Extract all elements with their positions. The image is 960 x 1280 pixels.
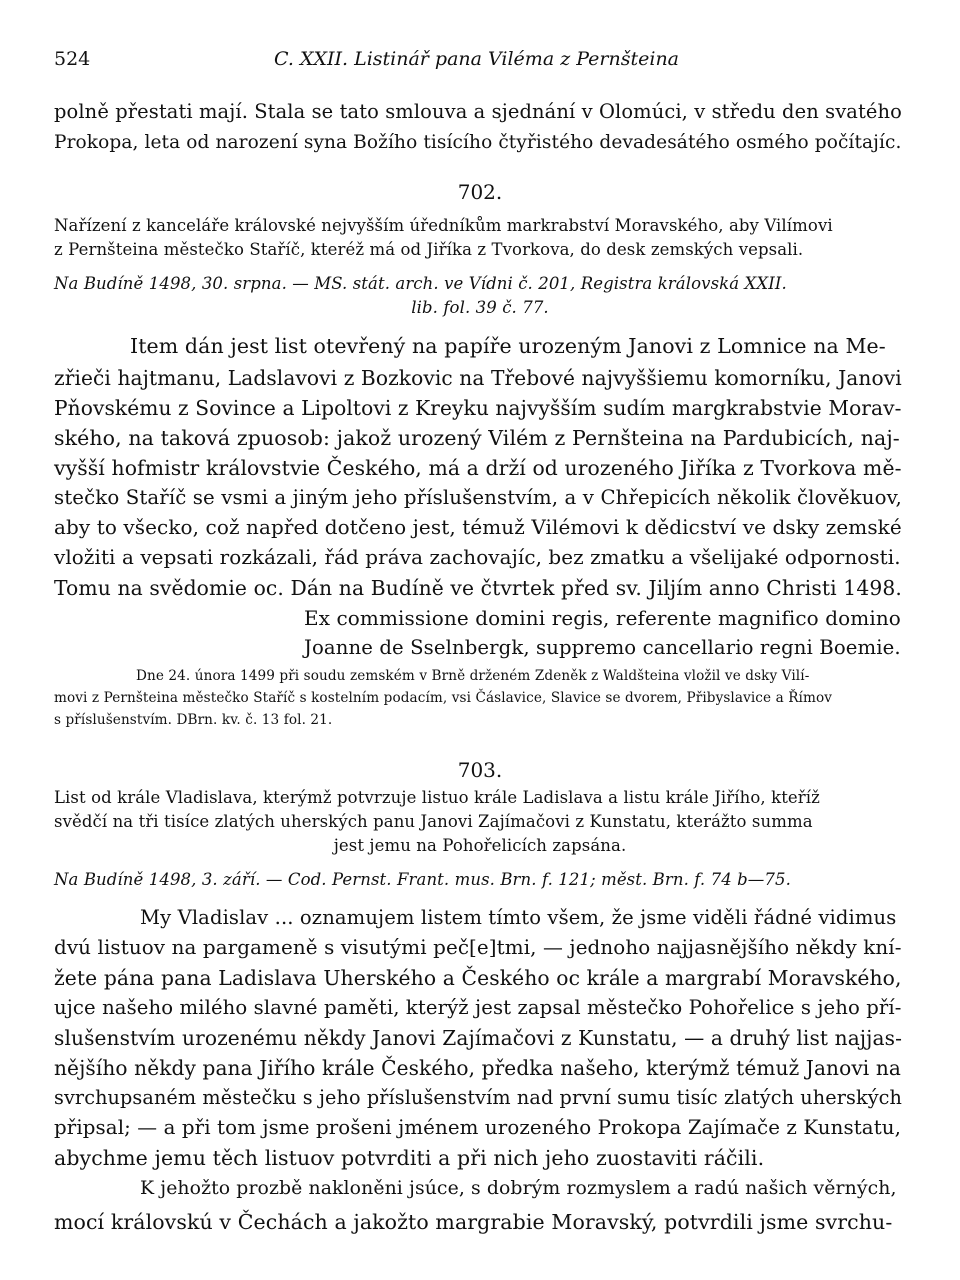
source-citation: lib. fol. 39 č. 77. (411, 298, 549, 317)
body-line: Tomu na svědomie oc. Dán na Budíně ve čtvrtek před sv. Jiljím anno Christi 1498. (54, 576, 902, 600)
body-line: abychme jemu těch listuov potvrditi a při nich jeho zuostaviti ráčili. (54, 1146, 765, 1170)
body-line: zřieči hajtmanu, Ladslavovi z Bozkovic na Třebové najvyššiemu komorníku, Janovi (54, 366, 902, 390)
body-line: Pňovskému z Sovince a Lipoltovi z Kreyku najvyšším sudím margkrabstvie Morav- (54, 396, 902, 420)
body-line: nějšího někdy pana Jiřího krále Českého, předka našeho, kterýmž témuž Janovi na (54, 1056, 901, 1080)
commission-line: Joanne de Sselnbergk, suppremo cancellario regni Boemie. (304, 636, 901, 659)
commission-line: Ex commissione domini regis, referente magnifico domino (304, 606, 901, 630)
body-line: My Vladislav ... oznamujem listem tímto všem, že jsme viděli řádné vidimus (140, 906, 897, 929)
body-line: svrchupsaném městečku s jeho příslušenstvím nad první sumu tisíc zlatých uherských (54, 1086, 903, 1109)
body-line: mocí královskú v Čechách a jakožto margrabie Moravský, potvrdili jsme svrchu- (54, 1210, 893, 1234)
regest-summary: List od krále Vladislava, kterýmž potvrzuje listuo krále Ladislava a listu krále Jiřího, kteříž (54, 788, 820, 807)
page-header (54, 48, 896, 78)
body-line: ujce našeho milého slavné paměti, kterýž jest zapsal městečko Pohořelice s jeho pří- (54, 996, 902, 1019)
footnote-line: movi z Pernšteina městečko Staříč s kostelním podacím, vsi Čáslavice, Slavice se dvorem, Přibyslavice a Římov (54, 690, 833, 706)
body-line: žete pána pana Ladislava Uherského a Českého oc krále a margrabí Moravského, (54, 966, 902, 990)
regest-summary: svědčí na tři tisíce zlatých uherských panu Janovi Zajímačovi z Kunstatu, kterážto summa (54, 812, 813, 831)
body-line: slušenstvím urozenému někdy Janovi Zajímačovi z Kunstatu, — a druhý list najjas- (54, 1026, 902, 1050)
body-line: K jehožto prozbě nakloněni jsúce, s dobrým rozmyslem a radú našich věrných, (140, 1178, 897, 1199)
body-line: dvú listuov na pargameně s visutými peč[e]tmi, — jednoho najjasnějšího někdy kní- (54, 936, 902, 959)
footnote-line: s příslušenstvím. DBrn. kv. č. 13 fol. 21. (54, 712, 333, 728)
body-line: vložiti a vepsati rozkázali, řád práva zachovajíc, bez zmatku a všelijaké odpornosti. (54, 546, 901, 569)
running-title: C. XXII. Listinář pana Viléma z Pernšteina (274, 48, 680, 70)
body-line: aby to všecko, což napřed dotčeno jest, témuž Vilémovi k dědicství ve dsky zemské (54, 515, 902, 539)
regest-summary: jest jemu na Pohořelicích zapsána. (333, 836, 627, 855)
intro-line: Prokopa, leta od narození syna Božího tisícího čtyřistého devadesátého osmého počítajíc. (54, 132, 902, 153)
body-line: stečko Staříč se vsmi a jiným jeho příslušenstvím, a v Chřepicích několik člověkuov, (54, 486, 902, 509)
body-line: ského, na taková zpuosob: jakož urozený Vilém z Pernšteina na Pardubicích, naj- (54, 426, 900, 450)
document-number: 703. (457, 758, 503, 782)
document-number: 702. (457, 180, 503, 204)
source-citation: Na Budíně 1498, 30. srpna. — MS. stát. arch. ve Vídni č. 201, Registra královská XXII. (54, 274, 787, 293)
regest-summary: z Pernšteina městečko Staříč, kteréž má od Jiříka z Tvorkova, do desk zemských vepsali. (54, 240, 804, 259)
body-line: připsal; — a při tom jsme prošeni jménem urozeného Prokopa Zajímače z Kunstatu, (54, 1116, 902, 1139)
footnote-line: Dne 24. února 1499 při soudu zemském v Brně drženém Zdeněk z Waldšteina vložil ve dsky Vilí- (136, 668, 810, 684)
body-line: vyšší hofmistr královstvie Českého, má a drží od urozeného Jiříka z Tvorkova mě- (54, 456, 902, 480)
page-number: 524 (54, 48, 91, 70)
source-citation: Na Budíně 1498, 3. září. — Cod. Pernst. Frant. mus. Brn. f. 121; měst. Brn. f. 74 b—75. (54, 870, 791, 889)
intro-line: polně přestati mají. Stala se tato smlouva a sjednání v Olomúci, v středu den svatého (54, 100, 902, 123)
body-line: Item dán jest list otevřený na papíře urozeným Janovi z Lomnice na Me- (130, 334, 886, 358)
regest-summary: Nařízení z kanceláře královské nejvyšším úředníkům markrabství Moravského, aby Vilímovi (54, 216, 833, 235)
